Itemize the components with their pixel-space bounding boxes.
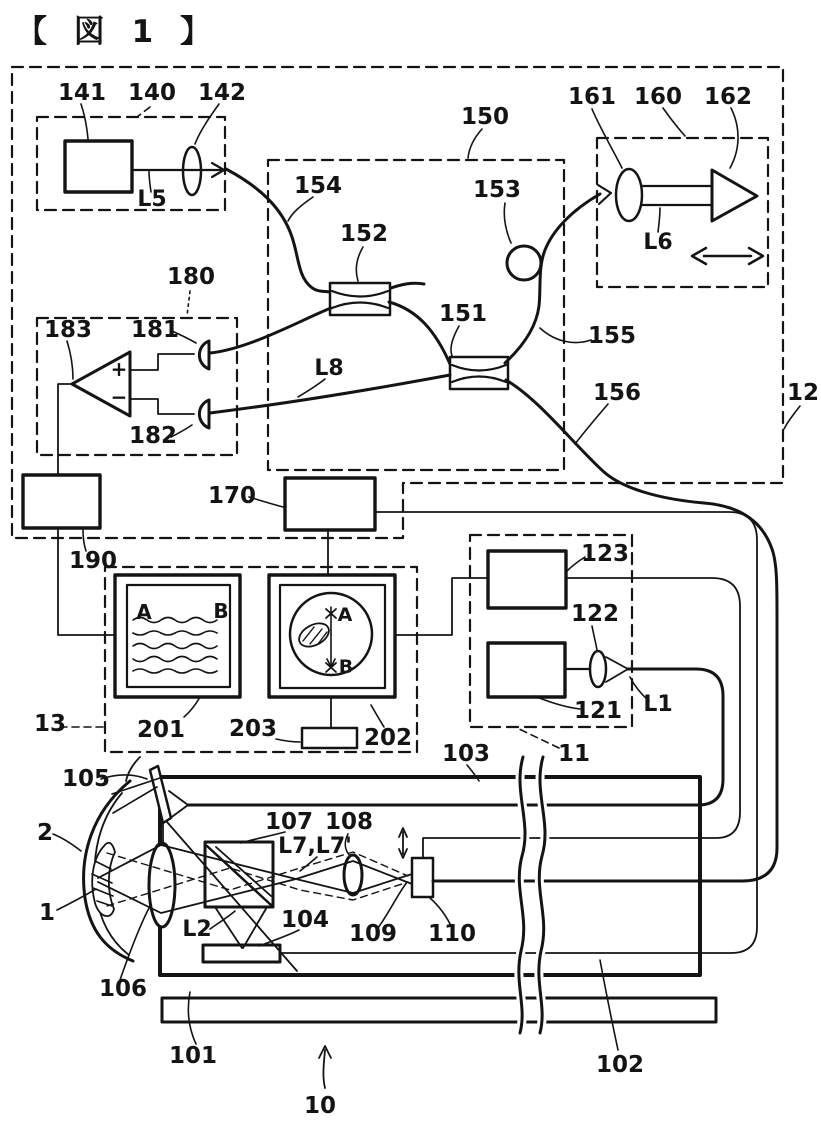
- processor-190-box: [23, 475, 100, 528]
- beam-L6-lines: [642, 186, 712, 205]
- monitor-201: [115, 575, 240, 697]
- label-109: 109: [348, 921, 398, 947]
- label-L6: L6: [643, 230, 673, 255]
- label-13: 13: [33, 711, 67, 737]
- label-106: 106: [98, 976, 148, 1002]
- cone-lens122-fiberL1: [606, 657, 628, 682]
- monitor-202: [269, 575, 395, 697]
- label-201: 201: [136, 717, 186, 743]
- arrow-10-pointer: [319, 1046, 331, 1088]
- fiber-stub-152: [388, 283, 424, 289]
- monitor-201-frame: [115, 575, 240, 697]
- cable-bundle-102: [519, 757, 545, 1033]
- fiber-152-detector181: [210, 308, 331, 353]
- label-monitor-b: B: [213, 599, 229, 623]
- label-153: 153: [472, 177, 522, 203]
- cone-fiberL1-mirror105: [169, 791, 188, 819]
- label-151: 151: [438, 301, 488, 327]
- label-104: 104: [280, 907, 330, 933]
- label-190: 190: [68, 548, 118, 574]
- unit-203-box: [302, 728, 357, 748]
- fiber-end-110-box: [412, 858, 433, 897]
- label-155: 155: [587, 323, 637, 349]
- label-fundus-a: A: [337, 604, 353, 626]
- label-110: 110: [427, 921, 477, 947]
- holed-mirror-105: [150, 766, 171, 823]
- label-12: 12: [786, 380, 820, 406]
- label-181: 181: [130, 317, 180, 343]
- label-102: 102: [595, 1052, 645, 1078]
- label-160: 160: [633, 84, 683, 110]
- label-L2: L2: [182, 917, 212, 942]
- label-1: 1: [38, 900, 56, 926]
- unit-123-box: [488, 551, 566, 608]
- coupler-151: [450, 357, 508, 389]
- label-203: 203: [228, 716, 278, 742]
- coupler-152: [330, 283, 390, 315]
- detector-181: [199, 341, 209, 369]
- controller-170-box: [285, 478, 375, 530]
- label-121: 121: [573, 698, 623, 724]
- label-L7-L7prime: L7,L7': [278, 834, 352, 859]
- detector-182: [199, 400, 209, 428]
- label-L1: L1: [643, 692, 673, 717]
- label-amp-plus: +: [110, 357, 128, 381]
- label-108: 108: [324, 809, 374, 835]
- label-123: 123: [580, 541, 630, 567]
- label-182: 182: [128, 423, 178, 449]
- lens-122: [590, 651, 606, 687]
- wire-amp-190: [58, 384, 72, 475]
- wire-190-monitor201: [58, 528, 118, 635]
- label-L8: L8: [314, 356, 344, 381]
- light-source-141-box: [65, 141, 132, 192]
- label-156: 156: [592, 380, 642, 406]
- label-152: 152: [339, 221, 389, 247]
- objective-lens-106: [149, 843, 175, 927]
- label-150: 150: [460, 104, 510, 130]
- label-2: 2: [36, 820, 54, 846]
- label-monitor-a: A: [136, 600, 152, 624]
- label-162: 162: [703, 84, 753, 110]
- label-183: 183: [43, 317, 93, 343]
- label-170: 170: [207, 483, 257, 509]
- label-202: 202: [363, 725, 413, 751]
- label-105: 105: [61, 766, 111, 792]
- figure-title: 【 図 1 】: [16, 14, 219, 50]
- label-L5: L5: [137, 187, 167, 212]
- wire-detector181-amp: [130, 354, 194, 370]
- wire-detector182-amp: [130, 399, 194, 414]
- label-10: 10: [303, 1093, 337, 1119]
- prism-162: [712, 170, 757, 221]
- base-rail-101: [162, 998, 716, 1022]
- lens-161: [616, 169, 642, 221]
- label-154: 154: [293, 173, 343, 199]
- label-140: 140: [127, 80, 177, 106]
- wire-monitor202-123: [395, 578, 488, 635]
- label-101: 101: [168, 1043, 218, 1069]
- eye-top-tail: [126, 757, 140, 781]
- label-107: 107: [264, 809, 314, 835]
- label-142: 142: [197, 80, 247, 106]
- box-12-outline: [12, 67, 783, 538]
- label-103: 103: [441, 741, 491, 767]
- lens-108-move-arrow: [399, 828, 407, 858]
- label-11: 11: [557, 741, 591, 767]
- label-141: 141: [57, 80, 107, 106]
- optical-fibers: [166, 169, 777, 881]
- unit-121-box: [488, 643, 565, 697]
- label-122: 122: [570, 601, 620, 627]
- fiber-loop-153: [507, 246, 541, 280]
- label-161: 161: [567, 84, 617, 110]
- label-180: 180: [166, 264, 216, 290]
- label-amp-minus: −: [110, 385, 128, 409]
- label-fundus-b: B: [338, 656, 354, 678]
